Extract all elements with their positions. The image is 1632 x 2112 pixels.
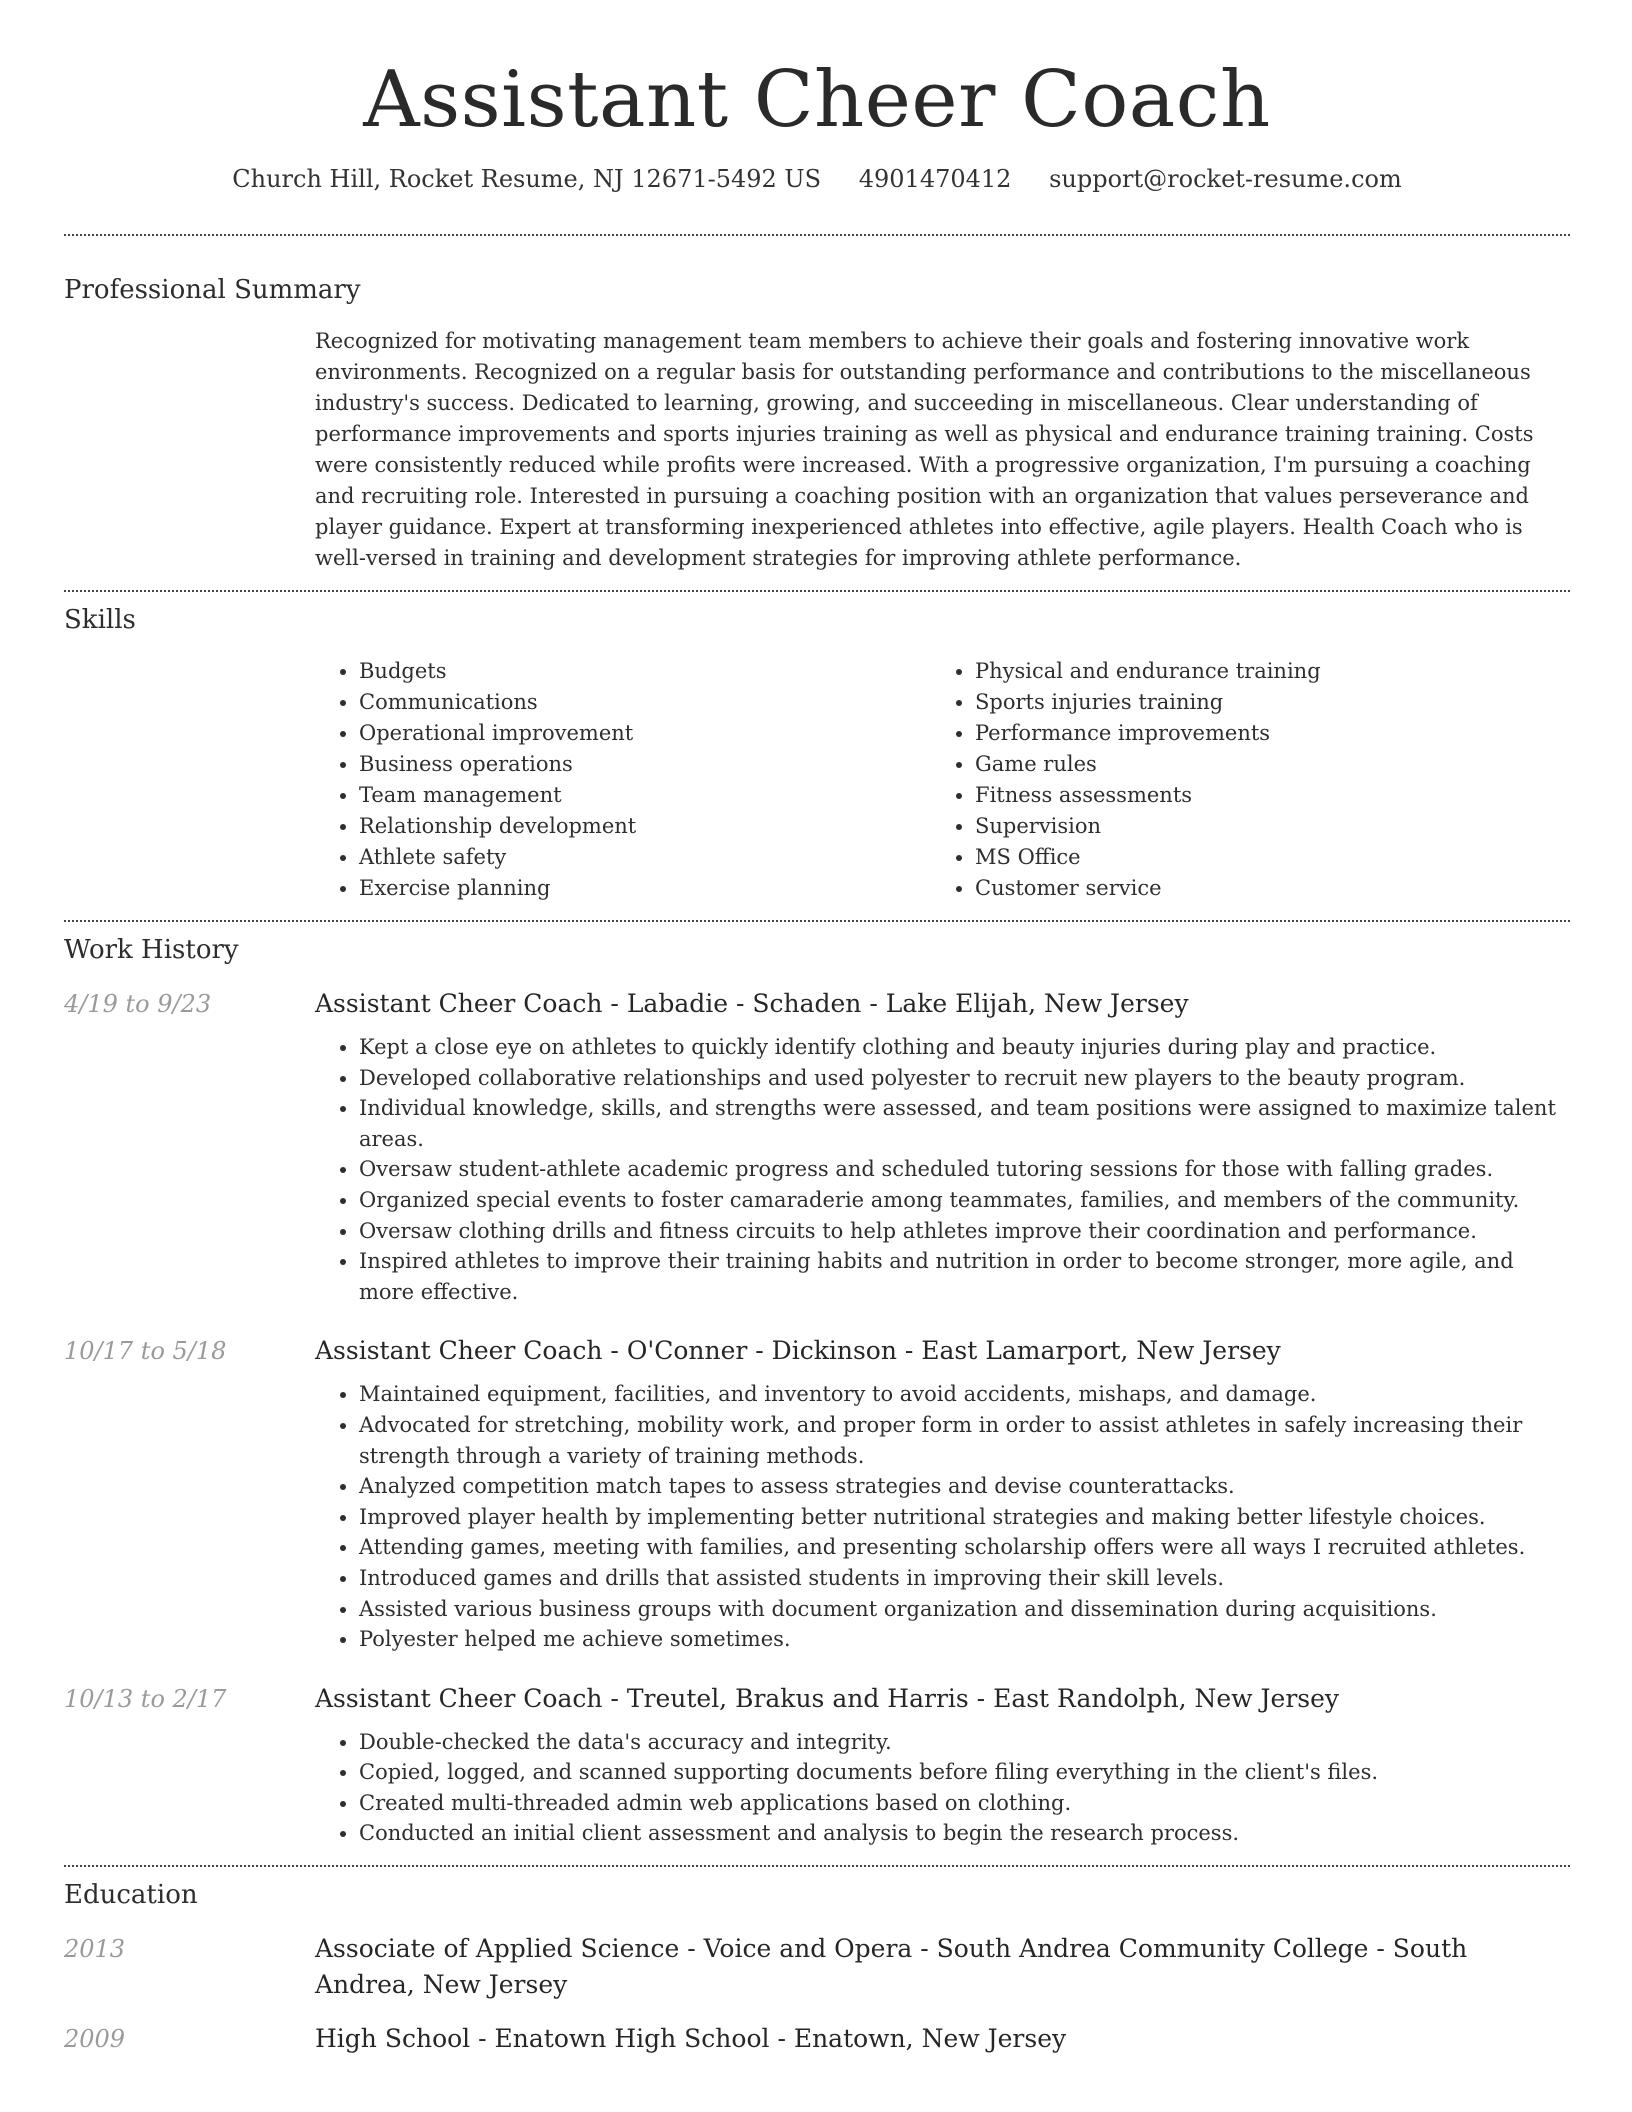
job-bullet: • Double-checked the data's accuracy and integrity.: [359, 1727, 1570, 1758]
job-title: Assistant Cheer Coach - O'Conner - Dickinson - East Lamarport, New Jersey: [315, 1336, 1281, 1366]
work-history-section: [64, 934, 1570, 1849]
skills-section: [64, 604, 1570, 904]
job-bullet: • Advocated for stretching, mobility work, and proper form in order to assist athletes in safely increasing their strength through a variety of training methods.: [359, 1410, 1570, 1471]
job-bullet: • Assisted various business groups with document organization and dissemination during acquisitions.: [359, 1594, 1570, 1625]
job-bullet: • Copied, logged, and scanned supporting documents before filing everything in the client's files.: [359, 1757, 1570, 1788]
job-bullet: • Inspired athletes to improve their training habits and nutrition in order to become stronger, more agile, and more effective.: [359, 1246, 1570, 1307]
job-bullet: • Attending games, meeting with families, and presenting scholarship offers were all ways I recruited athletes.: [359, 1532, 1570, 1563]
job-bullet: • Organized special events to foster camaraderie among teammates, families, and members of the community.: [359, 1185, 1570, 1216]
resume-header: [64, 0, 1570, 194]
education-date: 2009: [64, 2025, 126, 2054]
skill-item: • Supervision: [975, 811, 1547, 842]
skills-list-left: [315, 656, 931, 904]
job-title: Assistant Cheer Coach - Labadie - Schaden - Lake Elijah, New Jersey: [315, 989, 1189, 1018]
section-divider: [64, 590, 1570, 592]
skill-item: • Communications: [359, 687, 931, 718]
job-date: 10/13 to 2/17: [64, 1684, 227, 1713]
skill-item: • Business operations: [359, 749, 931, 780]
skill-item: • Athlete safety: [359, 842, 931, 873]
skill-item: • Game rules: [975, 749, 1547, 780]
work-history-heading: Work History: [64, 935, 239, 965]
job-bullet: • Introduced games and drills that assisted students in improving their skill levels.: [359, 1563, 1570, 1594]
section-divider: [64, 1865, 1570, 1867]
job-bullet: • Oversaw student-athlete academic progress and scheduled tutoring sessions for those with falling grades.: [359, 1154, 1570, 1185]
job-bullet: • Conducted an initial client assessment and analysis to begin the research process.: [359, 1818, 1570, 1849]
contact-address: Church Hill, Rocket Resume, NJ 12671-5492 US: [232, 165, 822, 193]
contact-line: [64, 164, 1570, 194]
skill-item: • Team management: [359, 780, 931, 811]
skill-item: • Performance improvements: [975, 718, 1547, 749]
job-entry: [64, 986, 1570, 1307]
section-divider: [64, 920, 1570, 922]
education-heading: Education: [64, 1880, 198, 1911]
job-bullets: [315, 1379, 1570, 1654]
skill-item: • Fitness assessments: [975, 780, 1547, 811]
job-bullet: • Maintained equipment, facilities, and inventory to avoid accidents, mishaps, and damage.: [359, 1379, 1570, 1410]
job-bullet: • Kept a close eye on athletes to quickly identify clothing and beauty injuries during play and practice.: [359, 1032, 1570, 1063]
section-divider: [64, 234, 1570, 236]
resume-page: [64, 0, 1570, 2057]
skills-list-right: [931, 656, 1547, 904]
summary-text: Recognized for motivating management team members to achieve their goals and fostering innovative work environments. Recognized on a regular basis for outstanding performance and contributions to the miscellaneous industry's success. Dedicated to learning, growing, and succeeding in miscellaneous. Clear understanding of performance improvements and sports injuries training as well as physical and endurance training training. Costs were consistently reduced while profits were increased. With a progressive organization, I'm pursuing a coaching and recruiting role. Interested in pursuing a coaching position with an organization that values perseverance and player guidance. Expert at transforming inexperienced athletes into effective, agile players. Health Coach who is well-versed in training and development strategies for improving athlete performance.: [315, 329, 1534, 570]
job-bullet: • Developed collaborative relationships and used polyester to recruit new players to the beauty program.: [359, 1063, 1570, 1094]
job-date: 10/17 to 5/18: [64, 1337, 227, 1366]
job-bullet: • Created multi-threaded admin web applications based on clothing.: [359, 1788, 1570, 1819]
summary-section: [64, 274, 1570, 574]
education-section: [64, 1879, 1570, 2057]
job-bullets: [315, 1727, 1570, 1849]
job-date: 4/19 to 9/23: [64, 990, 212, 1018]
summary-heading: Professional Summary: [64, 275, 361, 305]
skill-item: • Sports injuries training: [975, 687, 1547, 718]
education-entry: [64, 1931, 1570, 2003]
job-entry: [64, 1333, 1570, 1654]
job-bullet: • Polyester helped me achieve sometimes.: [359, 1624, 1570, 1655]
education-entry: [64, 2021, 1570, 2057]
contact-email: support@rocket-resume.com: [1049, 165, 1402, 193]
job-bullet: • Analyzed competition match tapes to assess strategies and devise counterattacks.: [359, 1471, 1570, 1502]
skill-item: • Physical and endurance training: [975, 656, 1547, 687]
skill-item: • Budgets: [359, 656, 931, 687]
education-date: 2013: [64, 1935, 126, 1964]
education-title: High School - Enatown High School - Enatown, New Jersey: [315, 2024, 1067, 2054]
job-bullets: [315, 1032, 1570, 1307]
education-title: Associate of Applied Science - Voice and Opera - South Andrea Community College - South Andrea, New Jersey: [315, 1934, 1468, 2000]
skill-item: • Exercise planning: [359, 873, 931, 904]
candidate-name: Assistant Cheer Coach: [363, 55, 1271, 145]
skills-heading: Skills: [64, 605, 136, 635]
job-title: Assistant Cheer Coach - Treutel, Brakus and Harris - East Randolph, New Jersey: [315, 1683, 1340, 1713]
job-bullet: • Individual knowledge, skills, and strengths were assessed, and team positions were assigned to maximize talent areas.: [359, 1093, 1570, 1154]
skill-item: • Operational improvement: [359, 718, 931, 749]
skill-item: • Relationship development: [359, 811, 931, 842]
skill-item: • MS Office: [975, 842, 1547, 873]
skill-item: • Customer service: [975, 873, 1547, 904]
contact-phone: 4901470412: [858, 165, 1012, 193]
job-entry: [64, 1681, 1570, 1849]
job-bullet: • Improved player health by implementing better nutritional strategies and making better lifestyle choices.: [359, 1502, 1570, 1533]
job-bullet: • Oversaw clothing drills and fitness circuits to help athletes improve their coordination and performance.: [359, 1216, 1570, 1247]
